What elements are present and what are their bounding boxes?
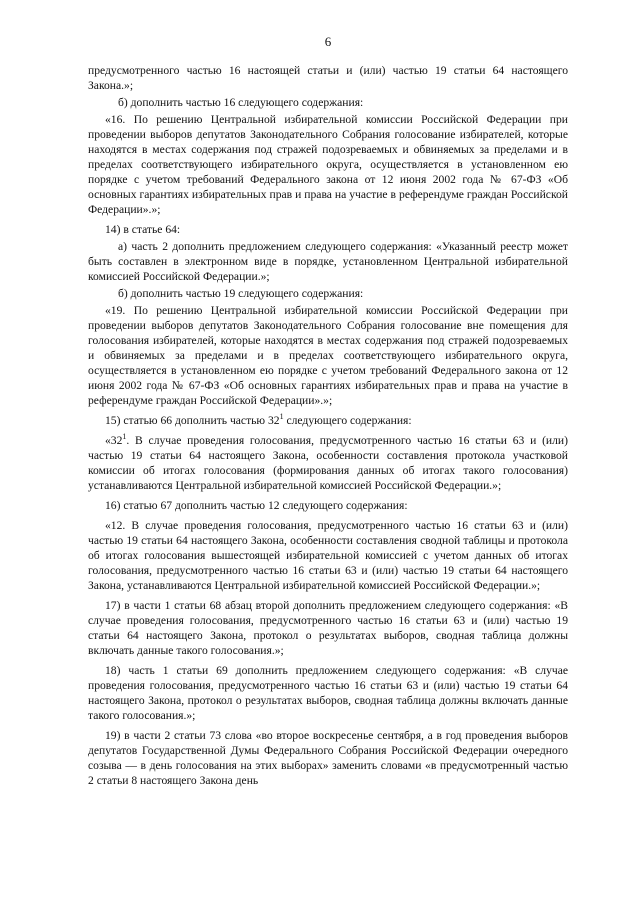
paragraph-subitem-b-part16: б) дополнить частью 16 следующего содержания: bbox=[118, 96, 364, 109]
part32-1-prefix: «32 bbox=[105, 434, 123, 447]
paragraph-part32-1-text bbox=[88, 433, 568, 493]
part32-1-superscript: 1 bbox=[122, 432, 127, 442]
paragraph-part12-text: «12. В случае проведения голосования, предусмотренного частью 16 статьи 63 и (или) частью 19 статьи 64 настоящего Закона, особенности составления сводной таблицы и протокола об итогах голосования вышестоящей избирательной комиссией с учетом данных об итогах голосования, предусмотренного частью 16 статьи 63 и (или) частью 19 статьи 64 настоящего Закона, устанавливаются Центральной избирательной комиссией Российской Федерации.»; bbox=[88, 519, 568, 592]
paragraph-part16-text: «16. По решению Центральной избирательной комиссии Российской Федерации при проведении выборов депутатов Законодательного Собрания голосование избирателей, которые находятся в местах содержания под стражей подозреваемых и обвиняемых за пределами и в пределах соответствующего избирательного округа, осуществляется в установленном ею порядке с учетом требований Федерального закона от 12 июня 2002 года № 67-ФЗ «Об основных гарантиях избирательных прав и права на участие в референдуме граждан Российской Федерации».»; bbox=[88, 113, 568, 216]
document-page bbox=[88, 34, 568, 793]
item-15-text: 15) статью 66 дополнить частью 32 bbox=[105, 414, 280, 427]
paragraph-item-17: 17) в части 1 статьи 68 абзац второй дополнить предложением следующего содержания: «В случае проведения голосования, предусмотренного частью 16 статьи 63 и (или) частью 19 статьи 64 настоящего Закона, протокол о результатах выборов, сводная таблица должны включать данные такого голосования.»; bbox=[88, 599, 568, 657]
paragraph-subitem-a: а) часть 2 дополнить предложением следующего содержания: «Указанный реестр может быть составлен в электронном виде в порядке, установленном Центральной избирательной комиссией Российской Федерации.»; bbox=[88, 240, 568, 283]
paragraph-item-14: 14) в статье 64: bbox=[105, 223, 181, 236]
paragraph-item-15 bbox=[88, 413, 568, 428]
paragraph-continuation: предусмотренного частью 16 настоящей статьи и (или) частью 19 статьи 64 настоящего Закона.»; bbox=[88, 64, 568, 92]
item-15-superscript: 1 bbox=[279, 412, 284, 422]
paragraph-part19-text: «19. По решению Центральной избирательной комиссии Российской Федерации при проведении выборов депутатов Законодательного Собрания голосование вне помещения для голосования избирателей, которые находятся в местах содержания под стражей подозреваемых и обвиняемых за пределами и в пределах соответствующего избирательного округа, осуществляется в установленном ею порядке с учетом требований Федерального закона от 12 июня 2002 года № 67-ФЗ «Об основных гарантиях избирательных прав и права на участие в референдуме граждан Российской Федерации».»; bbox=[88, 304, 568, 407]
paragraph-item-19: 19) в части 2 статьи 73 слова «во второе воскресенье сентября, а в год проведения выборов депутатов Государственной Думы Федерального Собрания Российской Федерации очередного созыва — в день голосования на этих выборах» заменить словами «в предусмотренный частью 2 статьи 8 настоящего Закона день bbox=[88, 729, 568, 787]
paragraph-subitem-b-part19: б) дополнить частью 19 следующего содержания: bbox=[118, 287, 364, 300]
item-15-text-end: следующего содержания: bbox=[283, 414, 412, 427]
page-number: 6 bbox=[324, 34, 332, 49]
part32-1-body: . В случае проведения голосования, предусмотренного частью 16 статьи 63 и (или) частью 19 статьи 64 настоящего Закона, особенности составления протокола участковой комиссии об итогах голосования (формирования данных об итогах такого голосования) устанавливаются Центральной избирательной комиссией Российской Федерации.»; bbox=[88, 434, 568, 492]
paragraph-item-18: 18) часть 1 статьи 69 дополнить предложением следующего содержания: «В случае проведения голосования, предусмотренного частью 16 статьи 63 и (или) частью 19 статьи 64 настоящего Закона, протокол о результатах выборов, сводная таблица должны включать данные такого голосования.»; bbox=[88, 664, 568, 722]
paragraph-item-16: 16) статью 67 дополнить частью 12 следующего содержания: bbox=[105, 499, 408, 512]
